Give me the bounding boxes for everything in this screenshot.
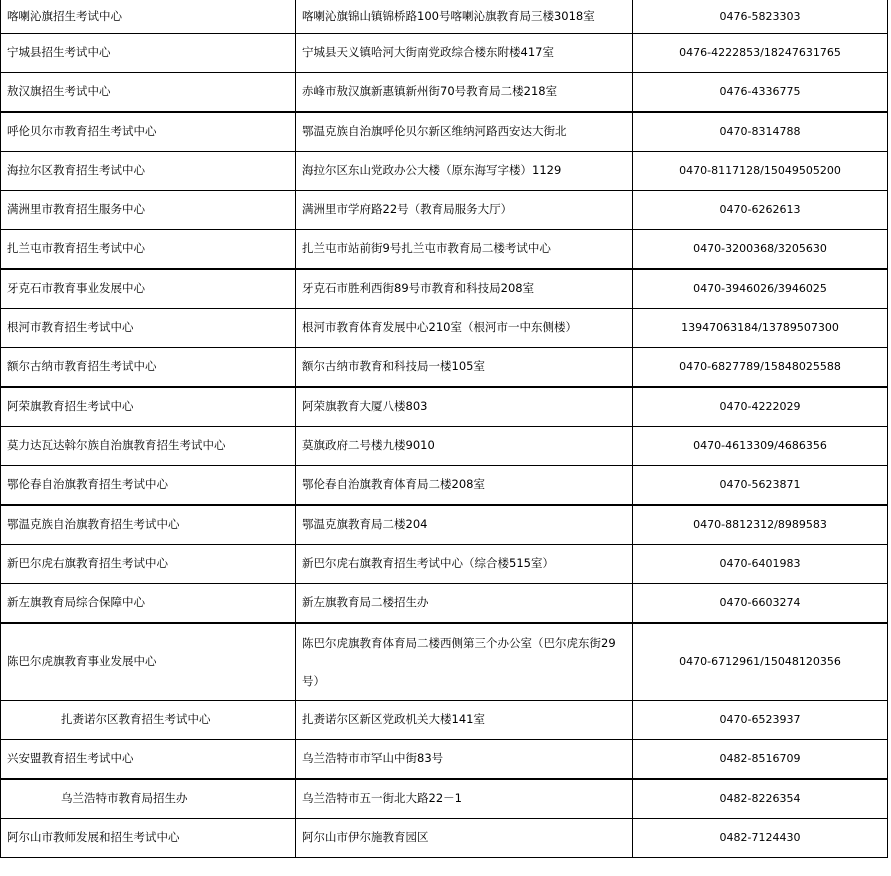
table-row (1, 779, 888, 819)
institution-address: 鄂伦春自治旗教育体育局二楼208室 (296, 466, 633, 506)
institution-address: 阿尔山市伊尔施教育园区 (296, 819, 633, 858)
institution-name: 呼伦贝尔市教育招生考试中心 (1, 112, 296, 152)
institution-name: 宁城县招生考试中心 (1, 34, 296, 73)
institution-name: 鄂温克族自治旗教育招生考试中心 (1, 505, 296, 545)
table-row (1, 34, 888, 73)
institution-phone: 0470-6827789/15848025588 (633, 348, 888, 388)
institution-name: 莫力达瓦达斡尔族自治旗教育招生考试中心 (1, 427, 296, 466)
institution-name: 阿荣旗教育招生考试中心 (1, 387, 296, 427)
institution-address: 阿荣旗教育大厦八楼803 (296, 387, 633, 427)
institution-phone: 13947063184/13789507300 (633, 309, 888, 348)
table-row (1, 230, 888, 270)
table-row (1, 309, 888, 348)
institution-phone: 0470-3946026/3946025 (633, 269, 888, 309)
institution-name: 扎赉诺尔区教育招生考试中心 (1, 701, 296, 740)
institution-address: 莫旗政府二号楼九楼9010 (296, 427, 633, 466)
institution-address: 扎兰屯市站前街9号扎兰屯市教育局二楼考试中心 (296, 230, 633, 270)
institution-phone: 0470-6712961/15048120356 (633, 623, 888, 701)
table-row (1, 112, 888, 152)
institution-address: 新左旗教育局二楼招生办 (296, 584, 633, 624)
institution-phone: 0470-8314788 (633, 112, 888, 152)
table-row (1, 584, 888, 624)
institution-address: 宁城县天义镇哈河大街南党政综合楼东附楼417室 (296, 34, 633, 73)
institution-name: 喀喇沁旗招生考试中心 (1, 0, 296, 34)
institution-address: 满洲里市学府路22号（教育局服务大厅） (296, 191, 633, 230)
institution-name: 新左旗教育局综合保障中心 (1, 584, 296, 624)
institution-address: 喀喇沁旗锦山镇锦桥路100号喀喇沁旗教育局三楼3018室 (296, 0, 633, 34)
institution-address: 陈巴尔虎旗教育体育局二楼西侧第三个办公室（巴尔虎东街29号） (296, 623, 633, 701)
institution-name: 牙克石市教育事业发展中心 (1, 269, 296, 309)
table-row (1, 191, 888, 230)
table-row (1, 740, 888, 780)
table-row (1, 0, 888, 34)
institution-address: 鄂温克族自治旗呼伦贝尔新区维纳河路西安达大街北 (296, 112, 633, 152)
institution-address: 赤峰市敖汉旗新惠镇新州街70号教育局二楼218室 (296, 73, 633, 113)
institution-name: 扎兰屯市教育招生考试中心 (1, 230, 296, 270)
institution-phone: 0476-4222853/18247631765 (633, 34, 888, 73)
institution-name: 乌兰浩特市教育局招生办 (1, 779, 296, 819)
institution-address: 牙克石市胜利西街89号市教育和科技局208室 (296, 269, 633, 309)
institution-name: 敖汉旗招生考试中心 (1, 73, 296, 113)
institution-phone: 0482-8516709 (633, 740, 888, 780)
institution-name: 陈巴尔虎旗教育事业发展中心 (1, 623, 296, 701)
table-row (1, 623, 888, 701)
institution-address: 海拉尔区东山党政办公大楼（原东海写字楼）1129 (296, 152, 633, 191)
institution-address: 新巴尔虎右旗教育招生考试中心（综合楼515室） (296, 545, 633, 584)
institution-phone: 0470-8117128/15049505200 (633, 152, 888, 191)
institution-address: 根河市教育体育发展中心210室（根河市一中东侧楼） (296, 309, 633, 348)
institution-address: 乌兰浩特市市罕山中街83号 (296, 740, 633, 780)
institution-phone: 0470-6401983 (633, 545, 888, 584)
institution-phone: 0470-3200368/3205630 (633, 230, 888, 270)
institution-phone: 0470-4222029 (633, 387, 888, 427)
institution-phone: 0470-8812312/8989583 (633, 505, 888, 545)
table-row (1, 269, 888, 309)
institution-name: 根河市教育招生考试中心 (1, 309, 296, 348)
institution-name: 新巴尔虎右旗教育招生考试中心 (1, 545, 296, 584)
table-row (1, 348, 888, 388)
table-row (1, 545, 888, 584)
table-row (1, 819, 888, 858)
institution-name: 阿尔山市教师发展和招生考试中心 (1, 819, 296, 858)
institution-name: 兴安盟教育招生考试中心 (1, 740, 296, 780)
institution-phone: 0482-8226354 (633, 779, 888, 819)
institution-phone: 0470-6523937 (633, 701, 888, 740)
institution-address: 乌兰浩特市五一街北大路22－1 (296, 779, 633, 819)
institution-address: 额尔古纳市教育和科技局一楼105室 (296, 348, 633, 388)
institution-name: 满洲里市教育招生服务中心 (1, 191, 296, 230)
institution-phone: 0476-5823303 (633, 0, 888, 34)
institution-name: 鄂伦春自治旗教育招生考试中心 (1, 466, 296, 506)
institution-address: 鄂温克旗教育局二楼204 (296, 505, 633, 545)
table-row (1, 466, 888, 506)
institution-phone: 0470-4613309/4686356 (633, 427, 888, 466)
table-row (1, 73, 888, 113)
table-row (1, 427, 888, 466)
institution-phone: 0476-4336775 (633, 73, 888, 113)
institution-phone: 0470-5623871 (633, 466, 888, 506)
table-row (1, 505, 888, 545)
table-row (1, 701, 888, 740)
table-row (1, 152, 888, 191)
institution-address: 扎赉诺尔区新区党政机关大楼141室 (296, 701, 633, 740)
institution-phone: 0470-6603274 (633, 584, 888, 624)
institution-phone: 0470-6262613 (633, 191, 888, 230)
institution-phone: 0482-7124430 (633, 819, 888, 858)
institution-name: 海拉尔区教育招生考试中心 (1, 152, 296, 191)
institution-name: 额尔古纳市教育招生考试中心 (1, 348, 296, 388)
table-row (1, 387, 888, 427)
